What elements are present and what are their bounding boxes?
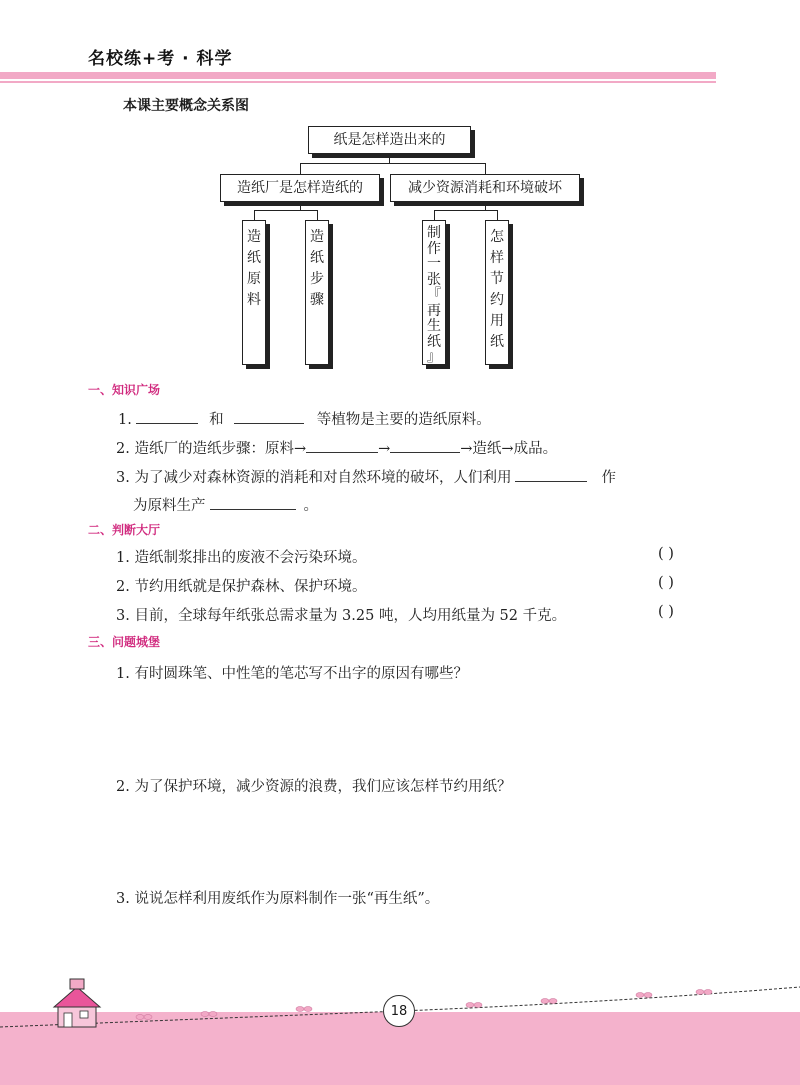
leaf-char: 骤 bbox=[310, 292, 324, 308]
house-icon bbox=[54, 979, 100, 1027]
question-text: 3. 为了减少对森林资源的消耗和对自然环境的破坏，人们利用 bbox=[116, 470, 512, 486]
leaf-char: 料 bbox=[247, 292, 261, 308]
leaf-char: 』 bbox=[427, 349, 441, 365]
question-3 bbox=[116, 466, 616, 487]
leaf-char: 用 bbox=[490, 313, 504, 329]
leaf-char: 制 bbox=[427, 225, 441, 241]
concept-leaf-box bbox=[242, 220, 266, 365]
arrow-icon: → bbox=[293, 441, 307, 457]
leaf-char: 『 bbox=[427, 287, 441, 303]
open-question: 3. 说说怎样利用废纸作为原料制作一张“再生纸”。 bbox=[116, 891, 440, 907]
concept-root-box bbox=[308, 126, 471, 154]
leaf-char: 一 bbox=[427, 256, 441, 272]
connector bbox=[317, 210, 318, 220]
concept-map-title: 本课主要概念关系图 bbox=[123, 98, 249, 114]
leaf-char: 约 bbox=[490, 292, 504, 308]
connector bbox=[254, 210, 318, 211]
answer-paren[interactable]: ( ) bbox=[658, 604, 674, 620]
arrow-icon: → bbox=[460, 441, 473, 457]
leaf-char: 纸 bbox=[490, 334, 504, 350]
connector bbox=[485, 163, 486, 174]
concept-right-branch-label: 减少资源消耗和环境破坏 bbox=[408, 180, 562, 196]
question-text: 。 bbox=[303, 498, 318, 514]
question-text: 为原料生产 bbox=[133, 498, 206, 514]
concept-leaf-box bbox=[422, 220, 446, 365]
answer-blank[interactable] bbox=[234, 409, 304, 424]
arrow-icon: → bbox=[378, 441, 391, 457]
connector bbox=[497, 210, 498, 220]
leaf-char: 造 bbox=[310, 229, 324, 245]
concept-root-label: 纸是怎样造出来的 bbox=[333, 132, 446, 148]
question-text: 等植物是主要的造纸原料。 bbox=[316, 412, 491, 428]
question-text: 造纸→成品。 bbox=[472, 441, 558, 457]
concept-leaf-box bbox=[485, 220, 509, 365]
answer-blank[interactable] bbox=[210, 495, 296, 510]
leaf-char: 造 bbox=[247, 229, 261, 245]
header-line bbox=[0, 81, 716, 83]
section-heading: 三、问题城堡 bbox=[88, 635, 161, 649]
answer-blank[interactable] bbox=[306, 438, 378, 453]
answer-blank[interactable] bbox=[390, 438, 460, 453]
open-question: 2. 为了保护环境，减少资源的浪费，我们应该怎样节约用纸？ bbox=[116, 779, 512, 795]
answer-blank[interactable] bbox=[136, 409, 198, 424]
question-number: 1. bbox=[118, 412, 132, 428]
connector bbox=[434, 210, 497, 211]
page-header-title: 名校练+考 · 科学 bbox=[88, 49, 233, 69]
leaf-char: 纸 bbox=[247, 250, 261, 266]
open-question: 1. 有时圆珠笔、中性笔的笔芯写不出字的原因有哪些？ bbox=[116, 666, 468, 682]
judge-item: 2. 节约用纸就是保护森林、保护环境。 bbox=[116, 579, 367, 595]
answer-blank[interactable] bbox=[515, 467, 587, 482]
leaf-char: 样 bbox=[490, 250, 504, 266]
connector bbox=[300, 163, 301, 174]
answer-paren[interactable]: ( ) bbox=[658, 546, 674, 562]
connector bbox=[300, 163, 485, 164]
leaf-char: 怎 bbox=[490, 229, 504, 245]
leaf-char: 张 bbox=[427, 271, 441, 288]
question-3-line2 bbox=[133, 494, 318, 515]
leaf-char: 步 bbox=[310, 271, 324, 287]
question-1 bbox=[118, 408, 491, 429]
section-heading: 一、知识广场 bbox=[88, 383, 161, 397]
leaf-char: 生 bbox=[427, 318, 441, 334]
question-text: 2. 造纸厂的造纸步骤：原料 bbox=[116, 441, 294, 457]
section-heading: 二、判断大厅 bbox=[88, 523, 161, 537]
connector bbox=[434, 210, 435, 220]
leaf-char: 作 bbox=[427, 240, 441, 257]
question-2 bbox=[116, 437, 557, 458]
concept-left-branch-box bbox=[220, 174, 380, 202]
leaf-char: 再 bbox=[427, 302, 441, 319]
leaf-char: 原 bbox=[247, 271, 261, 287]
question-text: 作 bbox=[601, 470, 616, 486]
answer-paren[interactable]: ( ) bbox=[658, 575, 674, 591]
leaf-char: 纸 bbox=[310, 250, 324, 266]
concept-right-branch-box bbox=[390, 174, 580, 202]
judge-item: 3. 目前，全球每年纸张总需求量为 3.25 吨，人均用纸量为 52 千克。 bbox=[116, 608, 567, 624]
header-bar bbox=[0, 72, 716, 79]
connector bbox=[254, 210, 255, 220]
concept-leaf-box bbox=[305, 220, 329, 365]
leaf-char: 纸 bbox=[427, 333, 441, 350]
concept-left-branch-label: 造纸厂是怎样造纸的 bbox=[237, 180, 363, 196]
page-number: 18 bbox=[383, 995, 415, 1027]
question-text: 和 bbox=[209, 412, 224, 428]
leaf-char: 节 bbox=[490, 271, 504, 287]
judge-item: 1. 造纸制浆排出的废液不会污染环境。 bbox=[116, 550, 367, 566]
